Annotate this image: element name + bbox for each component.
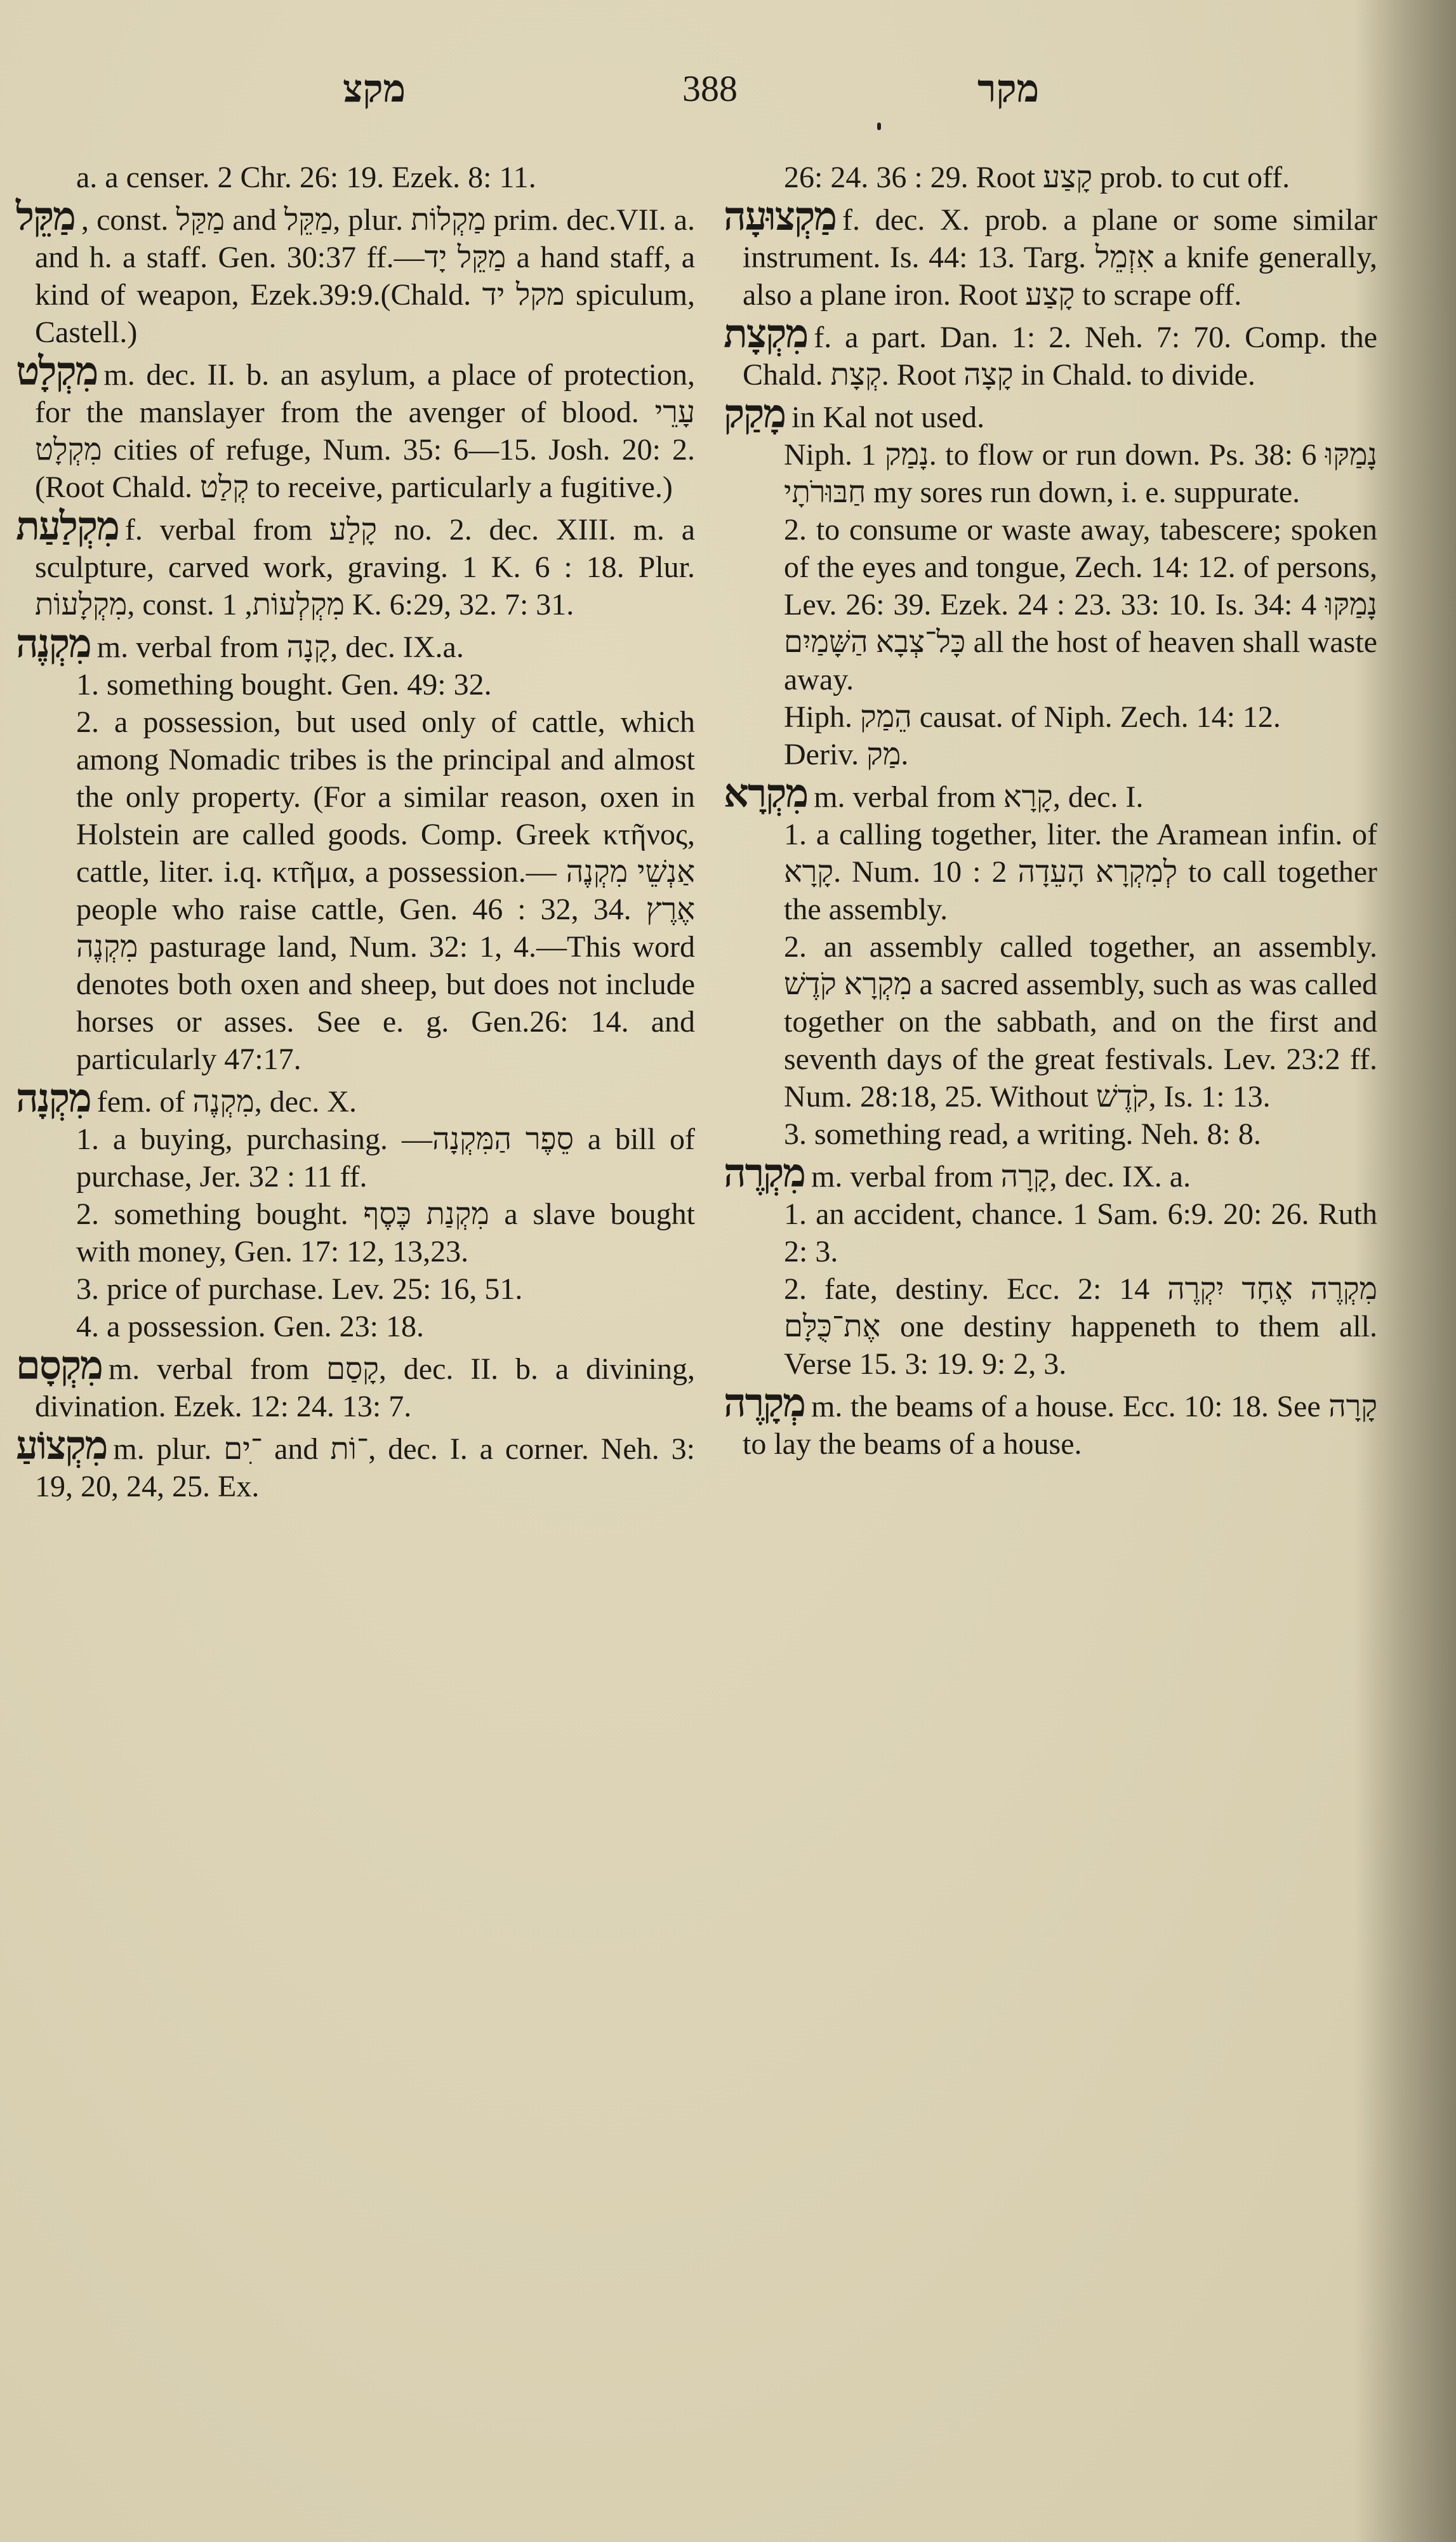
dictionary-entry bbox=[16, 193, 696, 351]
running-head-right-word: מקר bbox=[977, 67, 1040, 111]
entry-body: m. verbal from קָסַם, dec. II. b. a divining, divination. Ezek. 12: 24. 13: 7. bbox=[35, 1352, 695, 1423]
entry-sense: 1. something bought. Gen. 49: 32. bbox=[76, 668, 492, 702]
dictionary-entry bbox=[724, 1380, 1377, 1463]
right-column bbox=[724, 159, 1378, 1464]
dictionary-entry bbox=[16, 620, 696, 1078]
entry-sense: Deriv. מַק. bbox=[784, 738, 909, 771]
entry-body: f. dec. X. prob. a plane or some similar instrument. Is. 44: 13. Targ. אִזְמֵל a knife generally, also a plane iron. Root קָצַע to scrape off. bbox=[743, 203, 1377, 312]
dictionary-entry bbox=[724, 390, 1378, 773]
continuation-text: 26: 24. 36 : 29. Root קָצַע prob. to cut off. bbox=[784, 161, 1290, 194]
entry-sense: 3. price of purchase. Lev. 25: 16, 51. bbox=[76, 1272, 523, 1306]
entry-headword: מָקַק bbox=[724, 390, 786, 437]
entry-sense: 2. fate, destiny. Ecc. 2: 14 מִקְרֶה אֶחָד יִקְרֶה אֶת־כֻּלָּם one destiny happeneth to them all. Verse 15. 3: 19. 9: 2, 3. bbox=[784, 1272, 1378, 1381]
dictionary-entry bbox=[16, 1342, 695, 1425]
entry-body: m. verbal from קָרָא, dec. I. bbox=[814, 780, 1144, 814]
entry-body: fem. of מִקְנֶה, dec. X. bbox=[96, 1085, 357, 1119]
entry-body: m. the beams of a house. Ecc. 10: 18. See קָרָה to lay the beams of a house. bbox=[743, 1390, 1377, 1461]
entry-sense: 1. a buying, purchasing. —סֵפֶר הַמִּקְנָה a bill of purchase, Jer. 32 : 11 ff. bbox=[76, 1122, 696, 1194]
entry-body: , const. מַקַּל and מַקֵּל, plur. מַקְלוֹת prim. dec.VII. a. and h. a staff. Gen. 30:37 ff.—מַקֵּל יָד a hand staff, a kind of weapon, Ezek.39:9.(Chald. מקל יד spiculum, Castell.) bbox=[35, 203, 696, 349]
entry-headword: מְקָרֶה bbox=[724, 1380, 805, 1426]
entry-headword: מַקְצוּעָה bbox=[724, 193, 837, 239]
entry-body: m. dec. II. b. an asylum, a place of protection, for the manslayer from the avenger of blood. עָרֵי מִקְלָט cities of refuge, Num. 35: 6—15. Josh. 20: 2. (Root Chald. קְלַט to receive, particularly a fugitive.) bbox=[35, 358, 695, 504]
entry-sense: Hiph. הֵמַק causat. of Niph. Zech. 14: 12. bbox=[784, 700, 1281, 734]
dictionary-entry bbox=[16, 1422, 695, 1505]
entry-sense: 2. an assembly called together, an assembly. מִקְרָא קֹדֶשׁ a sacred assembly, such as was called together on the sabbath, and on the first and seventh days of the great festivals. Lev. 23:2 ff. Num. 28:18, 25. Without קֹדֶשׁ, Is. 1: 13. bbox=[784, 930, 1378, 1114]
dictionary-entry bbox=[724, 770, 1378, 1153]
entry-headword: מִקְרֶה bbox=[724, 1150, 805, 1196]
entry-headword: מִקְנֶה bbox=[16, 620, 91, 667]
entry-sense: 2. to consume or waste away, tabescere; spoken of the eyes and tongue, Zech. 14: 12. of persons, Lev. 26: 39. Ezek. 24 : 23. 33: 10. Is. 34: 4 נָמַקּוּ כָּל־צְבָא הַשָּׁמַיִם all the host of heaven shall waste away. bbox=[784, 513, 1377, 696]
dictionary-entry bbox=[16, 348, 695, 506]
entry-sense: 1. an accident, chance. 1 Sam. 6:9. 20: 26. Ruth 2: 3. bbox=[784, 1197, 1377, 1268]
entry-headword: מִקְצוֹעַ bbox=[16, 1422, 107, 1468]
print-speck bbox=[877, 123, 881, 130]
entry-body: m. plur. ־ִים and ־וֹת, dec. I. a corner. Neh. 3: 19, 20, 24, 25. Ex. bbox=[35, 1432, 695, 1503]
dictionary-entry bbox=[16, 503, 696, 623]
dictionary-entry bbox=[724, 193, 1377, 314]
entry-body: f. verbal from קָלַע no. 2. dec. XIII. m. a sculpture, carved work, graving. 1 K. 6 : 18. Plur. מִקְלָעוֹת, const. מִקְלְעוֹת, 1 K. 6:29, 32. 7: 31. bbox=[35, 513, 696, 622]
entry-headword: מִקְנָה bbox=[16, 1075, 91, 1121]
running-head-left-word: מקצ bbox=[343, 67, 406, 111]
entry-body: f. a part. Dan. 1: 2. Neh. 7: 70. Comp. the Chald. קְצָת. Root קָצָה in Chald. to divide. bbox=[743, 321, 1377, 392]
entry-sense: Niph. נָמַק 1. to flow or run down. Ps. 38: 6 נָמַקּוּ חַבּוּרֹתָי my sores run down, i. e. suppurate. bbox=[784, 438, 1378, 509]
continuation-text: a. a censer. 2 Chr. 26: 19. Ezek. 8: 11. bbox=[76, 161, 536, 194]
left-column bbox=[16, 159, 696, 1507]
entry-headword: מִקְלַעַת bbox=[16, 503, 119, 549]
running-head bbox=[0, 60, 1456, 117]
entry-sense: 3. something read, a writing. Neh. 8: 8. bbox=[784, 1117, 1261, 1151]
dictionary-entry bbox=[724, 310, 1377, 394]
page-number: 388 bbox=[682, 68, 738, 109]
entry-sense: 1. a calling together, liter. the Aramean infin. of קָרָא. Num. 10 : 2 לְמִקְרָא הָעֵדָה to call together the assembly. bbox=[784, 818, 1377, 926]
entry-headword: מִקְלָט bbox=[16, 348, 98, 394]
entry-body: m. verbal from קָנָה, dec. IX.a. bbox=[96, 630, 464, 664]
entry-headword: מִקְרָא bbox=[724, 770, 808, 816]
entry-sense: 4. a possession. Gen. 23: 18. bbox=[76, 1310, 424, 1343]
entry-body: m. verbal from קָרָה, dec. IX. a. bbox=[811, 1160, 1191, 1194]
dictionary-entry bbox=[724, 1150, 1378, 1383]
entry-headword: מִקְצָת bbox=[724, 310, 808, 357]
dictionary-entry bbox=[16, 1075, 696, 1345]
entry-body: in Kal not used. bbox=[791, 401, 985, 434]
entry-headword: מִקְסָם bbox=[16, 1342, 102, 1388]
entry-sense: 2. a possession, but used only of cattle, which among Nomadic tribes is the principal and almost the only property. (For a similar reason, oxen in Holstein are called goods. Comp. Greek κτῆνος, cattle, liter. i.q. κτῆμα, a possession.— אַנְשֵׁי מִקְנֶה people who raise cattle, Gen. 46 : 32, 34. אֶרֶץ מִקְנֶה pasturage land, Num. 32: 1, 4.—This word denotes both oxen and sheep, but does not include horses or asses. See e. g. Gen.26: 14. and particularly 47:17. bbox=[76, 705, 696, 1076]
entry-headword: מַקֵּל bbox=[16, 193, 75, 239]
entry-sense: 2. something bought. מִקְנַת כֶּסֶף a slave bought with money, Gen. 17: 12, 13,23. bbox=[76, 1197, 696, 1268]
